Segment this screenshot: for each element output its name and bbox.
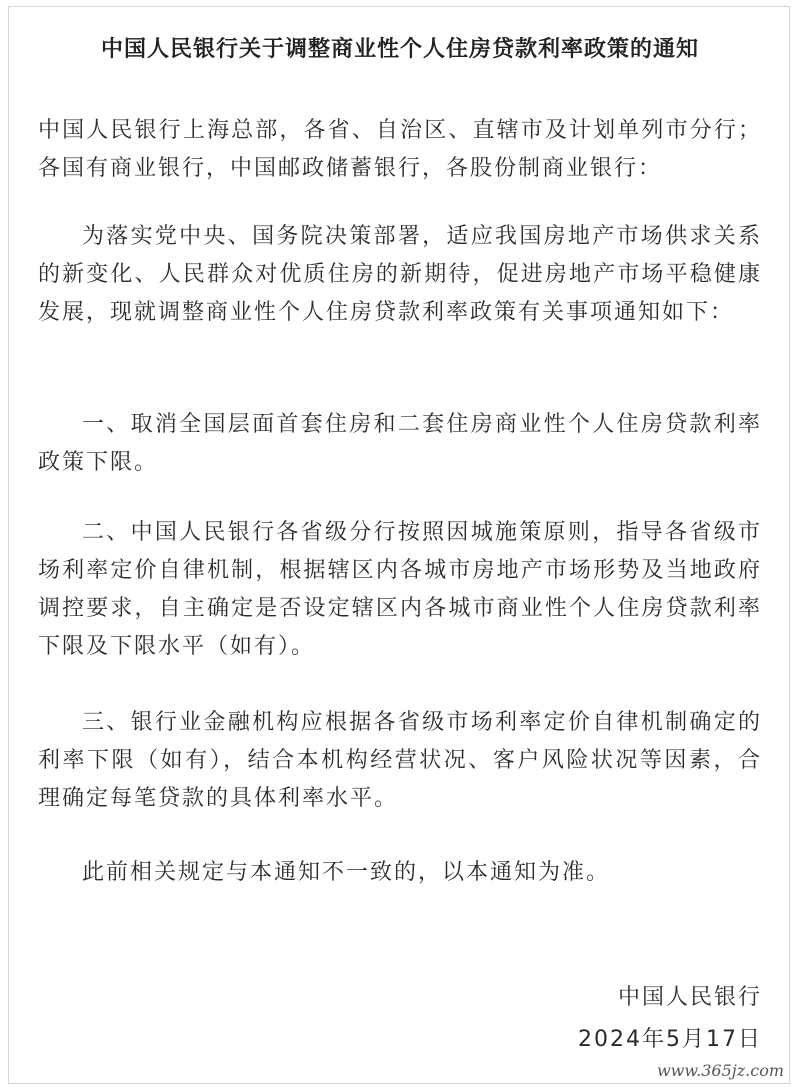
- item-two-paragraph: 二、中国人民银行各省级分行按照因城施策原则，指导各省级市场利率定价自律机制，根据辖区内各城市房地产市场形势及当地政府调控要求，自主确定是否设定辖区内各城市商业性个人住房贷款利率下限及下限水平（如有）。: [38, 520, 762, 659]
- intro-paragraph: 为落实党中央、国务院决策部署，适应我国房地产市场供求关系的新变化、人民群众对优质住房的新期待，促进房地产市场平稳健康发展，现就调整商业性个人住房贷款利率政策有关事项通知如下：: [38, 224, 762, 325]
- addressee-paragraph: 中国人民银行上海总部，各省、自治区、直辖市及计划单列市分行；各国有商业银行，中国邮政储蓄银行，各股份制商业银行：: [38, 118, 762, 181]
- closing-paragraph: 此前相关规定与本通知不一致的，以本通知为准。: [82, 860, 611, 885]
- issuer-signature: 中国人民银行: [617, 985, 762, 1010]
- item-three-paragraph: 三、银行业金融机构应根据各省级市场利率定价自律机制确定的利率下限（如有），结合本机构经营状况、客户风险状况等因素，合理确定每笔贷款的具体利率水平。: [38, 710, 762, 811]
- issue-date: 2024年5月17日: [578, 1027, 762, 1052]
- document-title: 中国人民银行关于调整商业性个人住房贷款利率政策的通知: [100, 37, 699, 62]
- site-watermark: www.365jz.com: [653, 1061, 788, 1080]
- item-one-paragraph: 一、取消全国层面首套住房和二套住房商业性个人住房贷款利率政策下限。: [38, 412, 762, 475]
